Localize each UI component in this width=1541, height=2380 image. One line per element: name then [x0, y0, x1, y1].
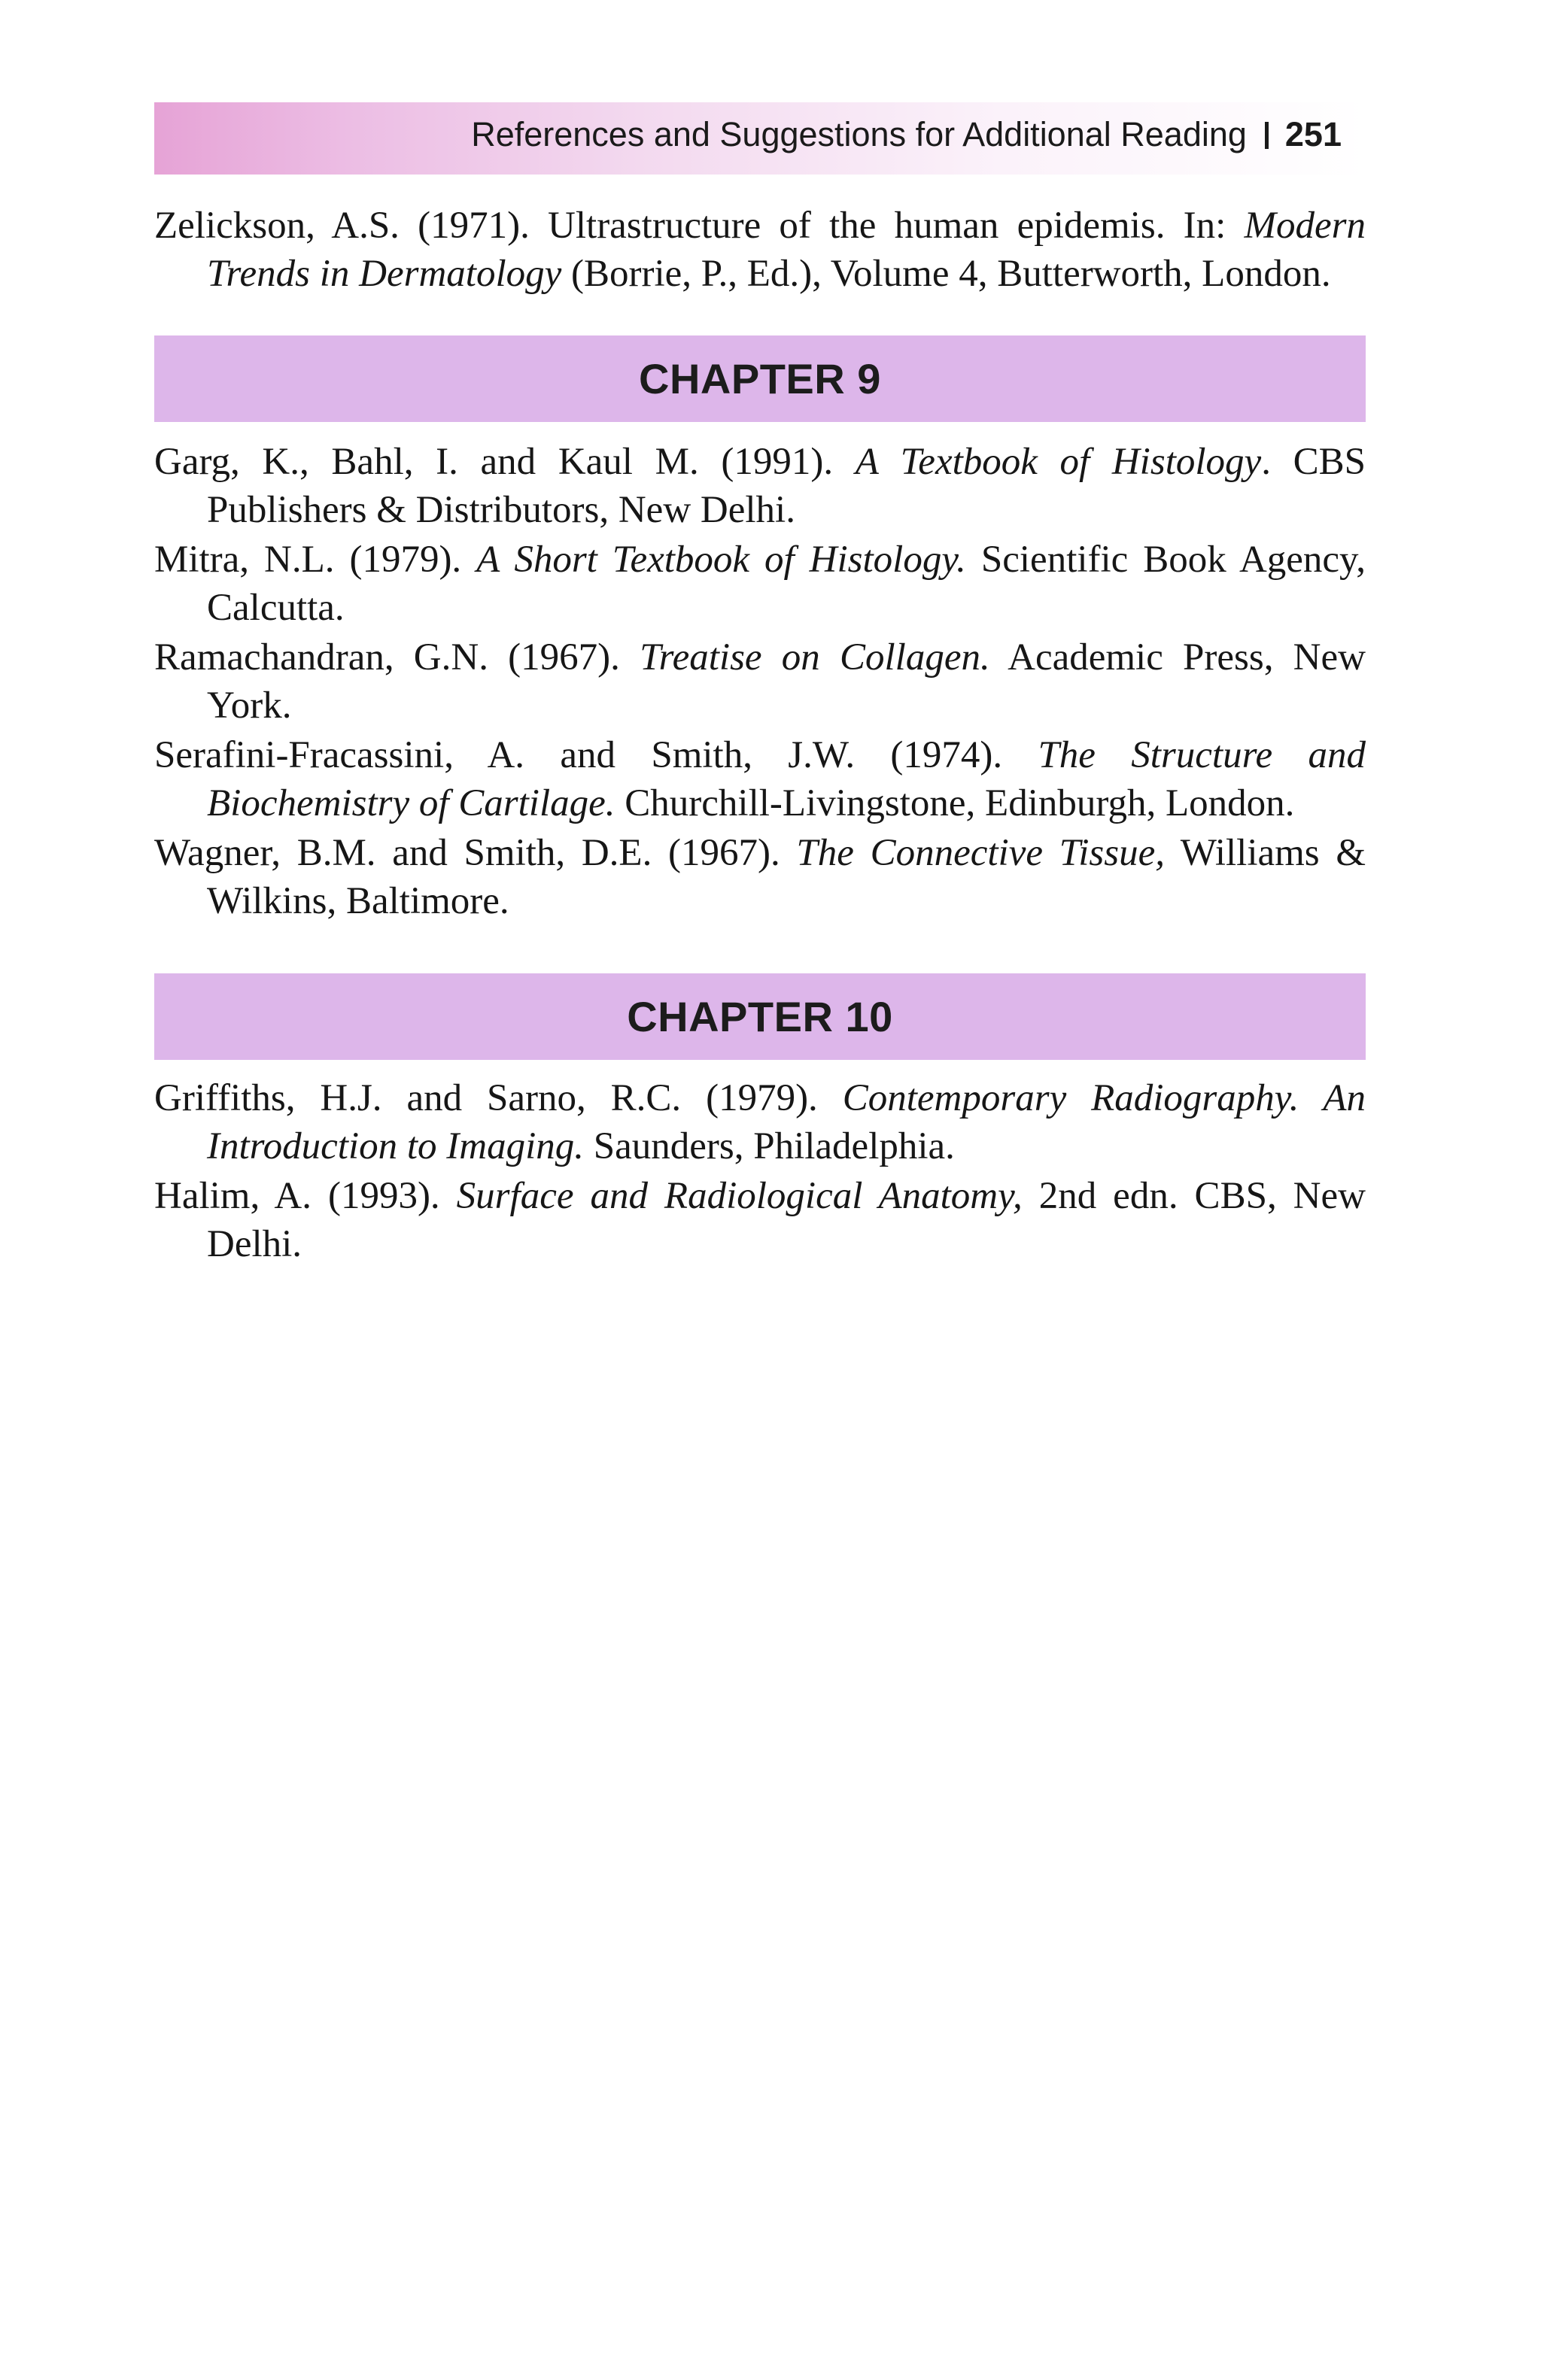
- reference-authors: Wagner, B.M. and Smith, D.E. (1967).: [154, 832, 797, 874]
- reference-entry: [154, 438, 1366, 534]
- reference-publisher: Academic Press, New York.: [207, 636, 1366, 727]
- reference-title: The Structure and Biochemistry of Cartilage.: [207, 734, 1366, 824]
- chapter-9-heading: CHAPTER 9: [639, 355, 881, 402]
- reference-entry: [154, 829, 1366, 925]
- reference-entry: [154, 1074, 1366, 1170]
- reference-publisher: . CBS Publishers & Distributors, New Delhi.: [207, 441, 1366, 531]
- chapter-10-heading: CHAPTER 10: [627, 993, 893, 1040]
- reference-authors: Serafini-Fracassini, A. and Smith, J.W. (1974).: [154, 734, 1038, 776]
- reference-list-previous-chapter: [154, 202, 1366, 299]
- reference-title: A Short Textbook of Histology.: [476, 539, 966, 581]
- reference-authors: Ramachandran, G.N. (1967).: [154, 636, 640, 678]
- reference-authors: Mitra, N.L. (1979).: [154, 539, 477, 581]
- running-header-text: [471, 115, 1342, 154]
- reference-title: Surface and Radiological Anatomy,: [456, 1175, 1023, 1217]
- reference-title: Contemporary Radiography. An Introduction to Imaging.: [207, 1077, 1366, 1167]
- chapter-9-banner: [154, 335, 1366, 422]
- reference-authors: Halim, A. (1993).: [154, 1175, 457, 1217]
- reference-publisher: Scientific Book Agency, Calcutta.: [207, 539, 1366, 629]
- reference-entry: [154, 536, 1366, 632]
- reference-title: Treatise on Collagen.: [640, 636, 990, 678]
- reference-entry: [154, 1172, 1366, 1268]
- reference-authors: Griffiths, H.J. and Sarno, R.C. (1979).: [154, 1077, 843, 1119]
- reference-publisher: Churchill-Livingstone, Edinburgh, London.: [615, 782, 1295, 824]
- reference-publisher: Williams & Wilkins, Baltimore.: [207, 832, 1366, 922]
- page-number: 251: [1284, 115, 1342, 153]
- reference-entry: [154, 202, 1366, 298]
- reference-title: Modern Trends in Dermatology: [207, 205, 1366, 295]
- reference-list-chapter-10: [154, 1074, 1366, 1270]
- reference-list-chapter-9: [154, 438, 1366, 927]
- running-header: [154, 102, 1366, 175]
- header-separator: [1265, 122, 1269, 149]
- reference-publisher: Saunders, Philadelphia.: [584, 1125, 955, 1167]
- reference-title: The Connective Tissue,: [796, 832, 1165, 874]
- reference-entry: [154, 633, 1366, 730]
- chapter-10-banner: [154, 973, 1366, 1060]
- reference-authors: Garg, K., Bahl, I. and Kaul M. (1991).: [154, 441, 856, 483]
- reference-authors: Zelickson, A.S. (1971). Ultrastructure of the human epidemis. In:: [154, 205, 1245, 247]
- reference-entry: [154, 731, 1366, 827]
- reference-title: A Textbook of Histology: [855, 441, 1262, 483]
- reference-publisher: 2nd edn. CBS, New Delhi.: [207, 1175, 1366, 1265]
- running-header-title: References and Suggestions for Additional Reading: [471, 115, 1247, 153]
- reference-publisher: (Borrie, P., Ed.), Volume 4, Butterworth, London.: [561, 253, 1331, 295]
